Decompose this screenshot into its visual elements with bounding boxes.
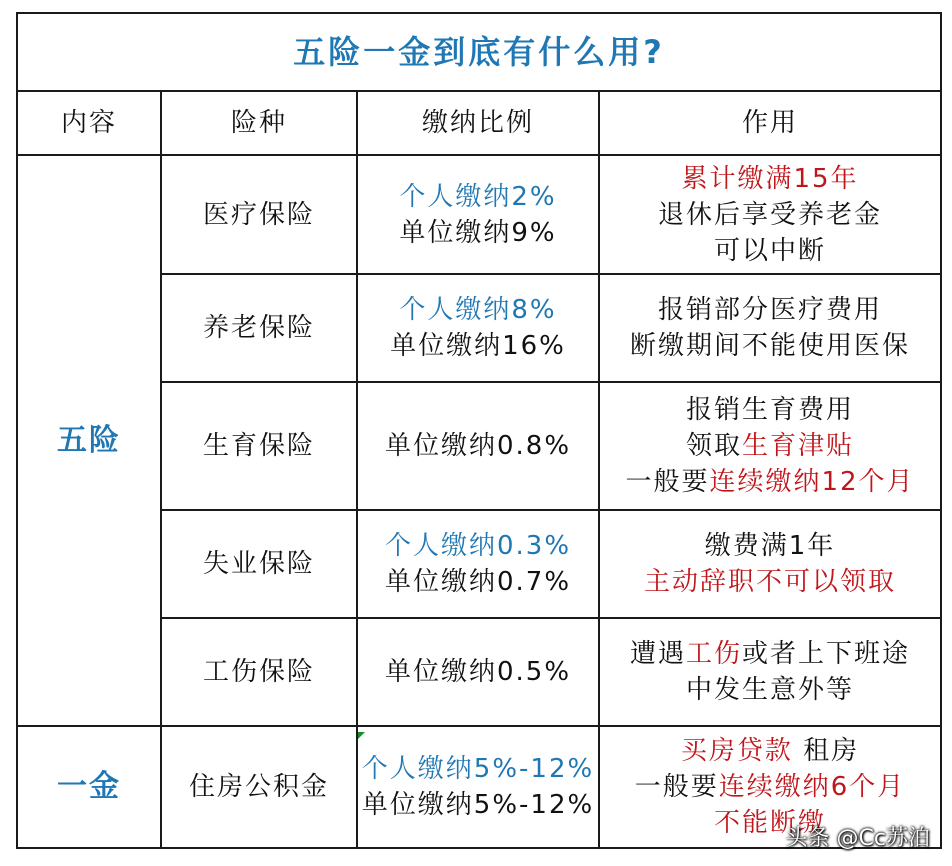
- type-cell: 住房公积金: [161, 726, 357, 848]
- use-cell: [599, 382, 941, 510]
- header-use: 作用: [599, 91, 941, 155]
- use-text-mixed: [600, 428, 940, 464]
- use-cell: [599, 274, 941, 382]
- ratio-personal: 个人缴纳0.3%: [384, 531, 572, 561]
- use-text: 退休后享受养老金: [658, 199, 883, 230]
- use-highlight: 生育津贴: [742, 431, 855, 461]
- use-highlight: 连续缴纳12个月: [709, 467, 915, 497]
- use-text-mixed: [600, 636, 940, 672]
- use-text-mixed: [600, 769, 940, 805]
- ratio-cell: [357, 155, 599, 274]
- ratio-company: 单位缴纳0.5%: [384, 657, 572, 687]
- ratio-company: 单位缴纳0.7%: [384, 567, 572, 597]
- use-text: 缴费满1年: [704, 531, 836, 561]
- header-type: 险种: [161, 91, 357, 155]
- use-text-mixed: [600, 464, 940, 500]
- use-text: 中发生意外等: [686, 675, 855, 705]
- ratio-cell: [357, 274, 599, 382]
- use-highlight: 工伤: [686, 639, 743, 669]
- use-text-mixed: [600, 733, 940, 769]
- use-highlight: 主动辞职不可以领取: [644, 567, 897, 597]
- ratio-personal: 个人缴纳5%-12%: [361, 754, 595, 784]
- group-five-insurances: 五险: [17, 155, 161, 726]
- ratio-cell: [357, 618, 599, 726]
- use-highlight: 连续缴纳6个月: [718, 772, 906, 802]
- type-cell: 失业保险: [161, 510, 357, 618]
- type-cell: 养老保险: [161, 274, 357, 382]
- ratio-company: 单位缴纳9%: [399, 217, 557, 248]
- ratio-cell: [357, 510, 599, 618]
- ratio-cell: [357, 382, 599, 510]
- ratio-company: 单位缴纳16%: [390, 331, 566, 361]
- use-text: 领取: [685, 431, 742, 461]
- use-highlight: 买房贷款: [680, 736, 793, 766]
- use-text: 报销部分医疗费用: [658, 295, 883, 325]
- use-text: 一般要: [625, 467, 710, 497]
- table-row: [17, 155, 941, 274]
- ratio-cell: [357, 726, 599, 848]
- use-text: 或者上下班途: [742, 639, 911, 669]
- ratio-personal: 个人缴纳2%: [399, 181, 557, 212]
- use-cell: [599, 155, 941, 274]
- use-text: 一般要: [634, 772, 719, 802]
- ratio-company: 单位缴纳5%-12%: [361, 790, 595, 820]
- ratio-company: 单位缴纳0.8%: [384, 431, 572, 461]
- use-text: 租房: [803, 736, 860, 766]
- use-cell: [599, 618, 941, 726]
- use-cell: [599, 510, 941, 618]
- use-highlight: 不能断缴: [714, 808, 827, 838]
- use-text: 断缴期间不能使用医保: [630, 331, 911, 361]
- use-text: 遭遇: [629, 639, 686, 669]
- use-highlight: 累计缴满15年: [681, 163, 859, 194]
- page-title: 五险一金到底有什么用?: [17, 13, 941, 91]
- header-ratio: 缴纳比例: [357, 91, 599, 155]
- use-text: 报销生育费用: [686, 395, 855, 425]
- watermark: 头条 @Cc苏泊: [785, 826, 930, 851]
- ratio-personal: 个人缴纳8%: [399, 295, 557, 325]
- use-text: 可以中断: [714, 235, 827, 266]
- type-cell: 生育保险: [161, 382, 357, 510]
- header-content: 内容: [17, 91, 161, 155]
- group-housing-fund: 一金: [17, 726, 161, 848]
- header-row: [17, 91, 941, 155]
- type-cell: 医疗保险: [161, 155, 357, 274]
- type-cell: 工伤保险: [161, 618, 357, 726]
- insurance-table: [16, 12, 942, 849]
- cell-marker-icon: [358, 732, 365, 739]
